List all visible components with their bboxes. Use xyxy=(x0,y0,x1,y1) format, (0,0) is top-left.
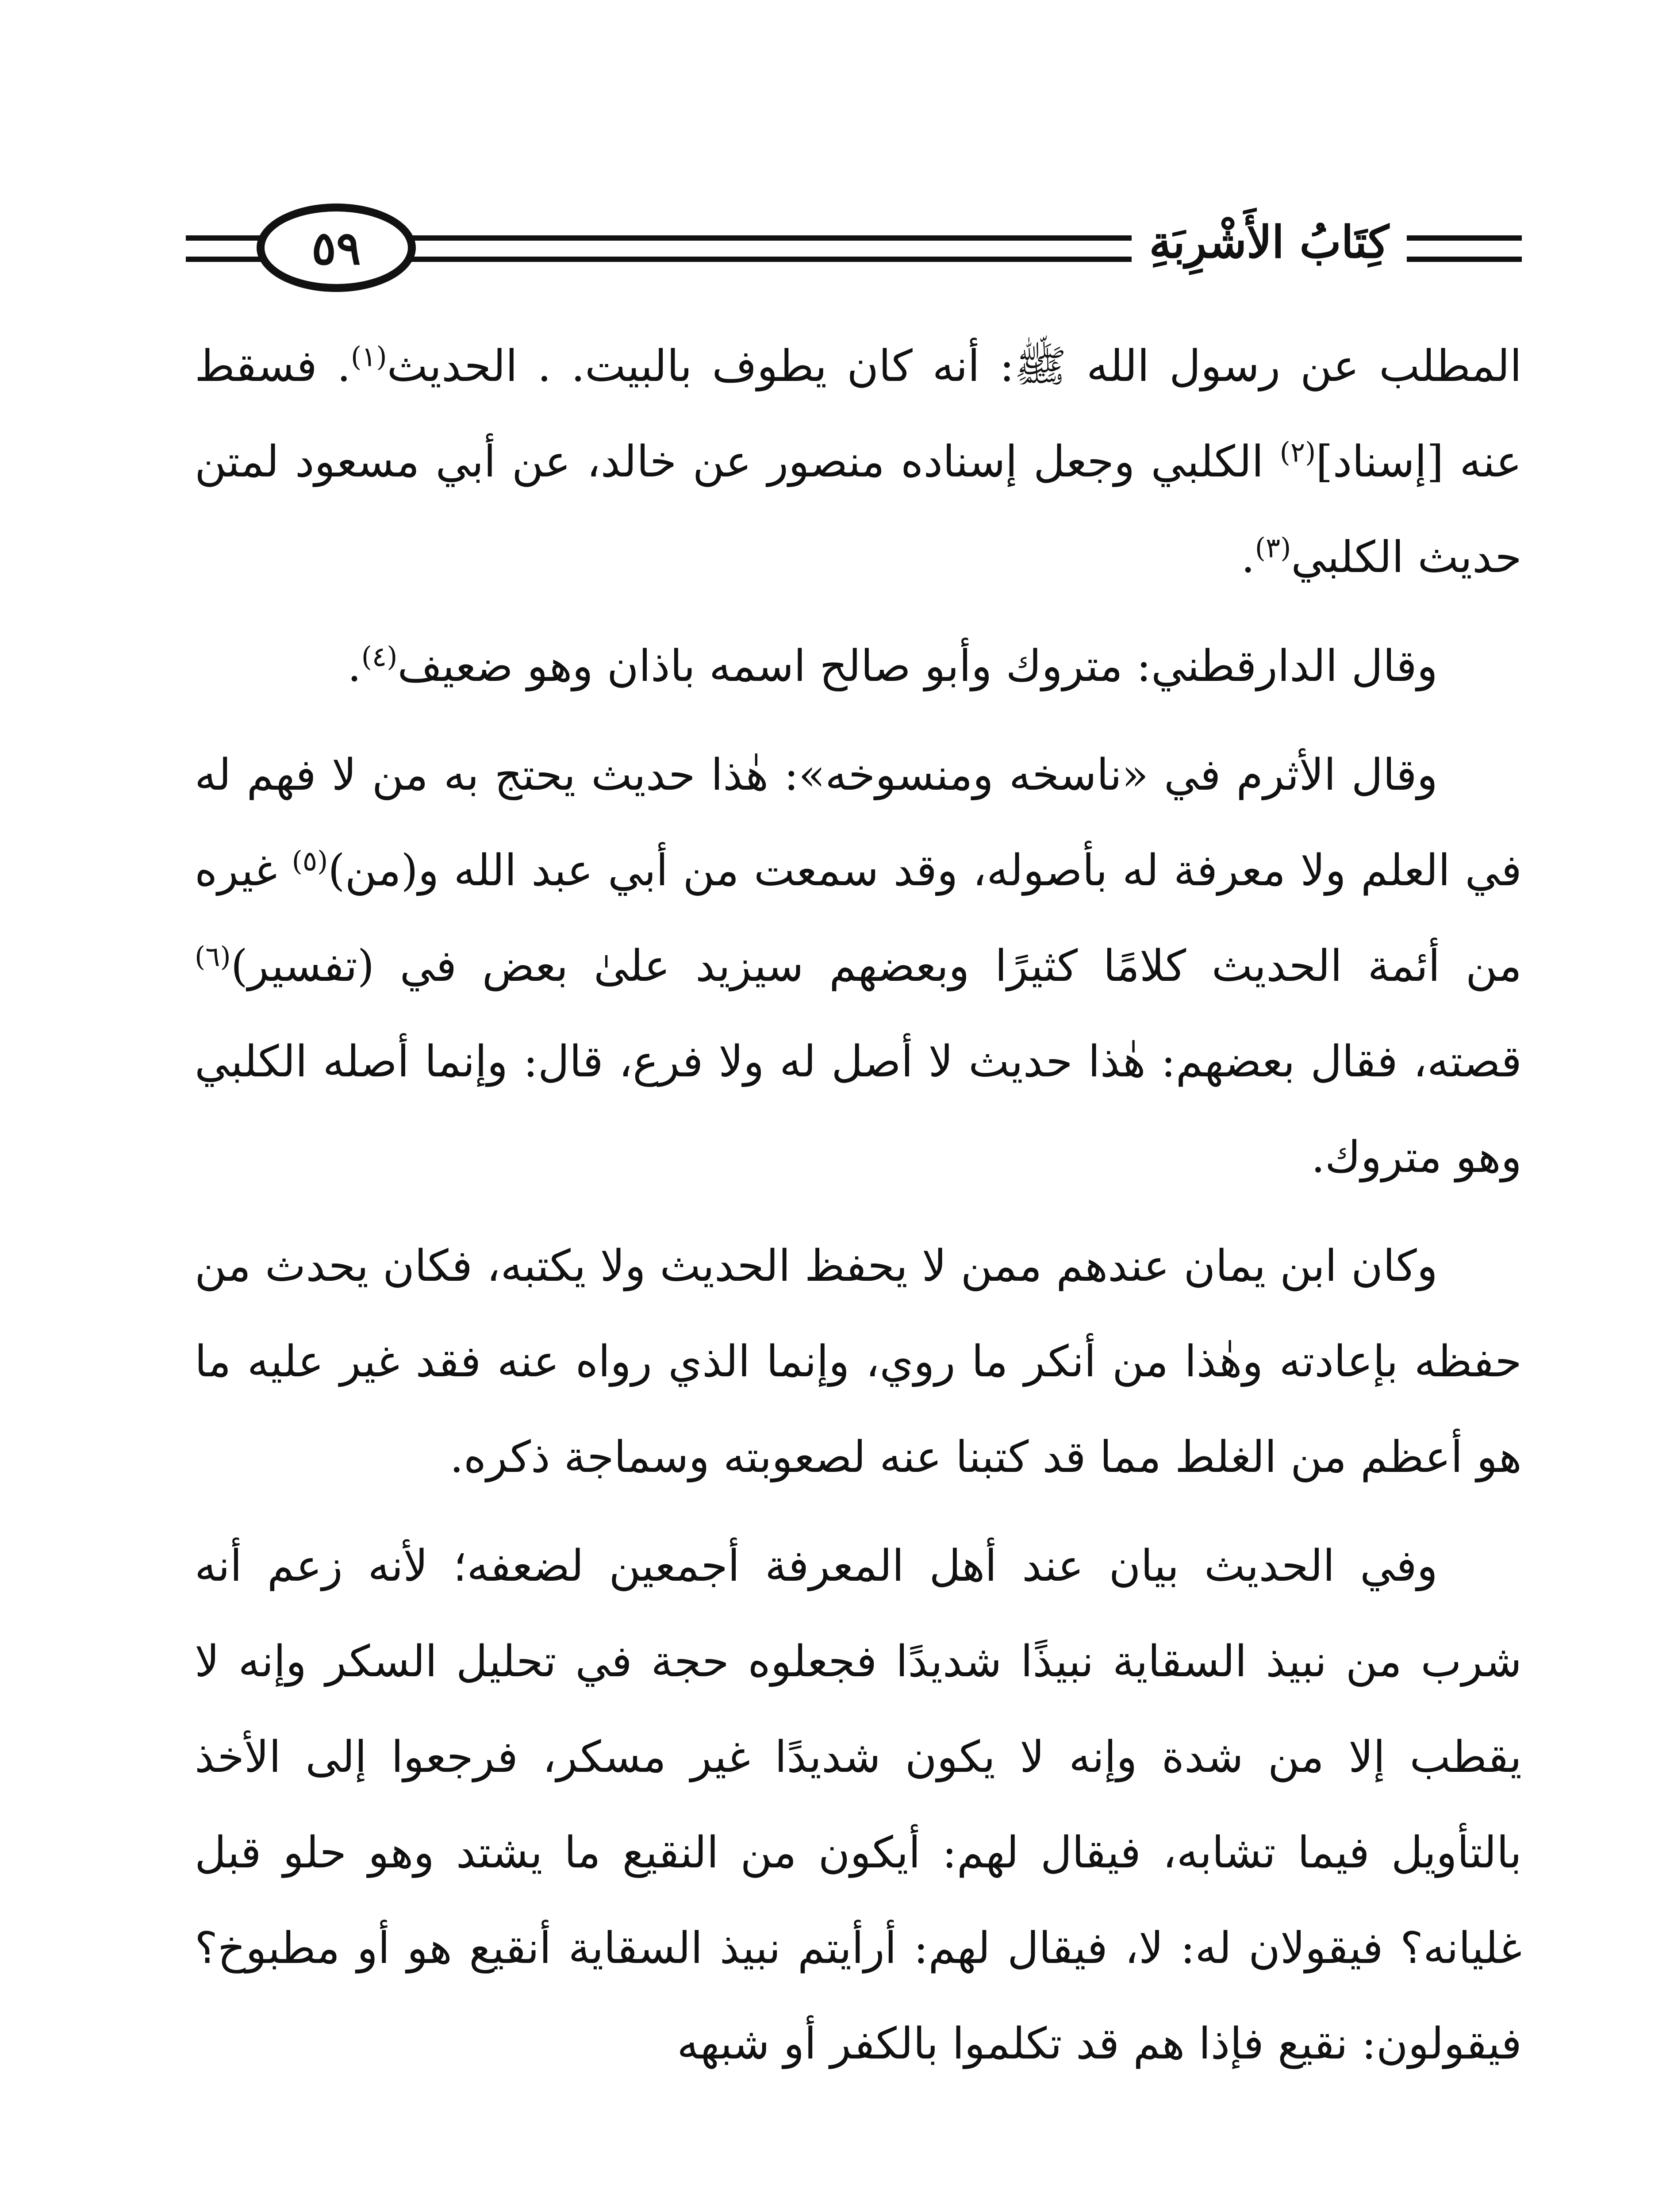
paragraph-text: الكلبي وجعل إسناده منصور عن خالد، عن أبي مسعود لمتن حديث الكلبي xyxy=(195,437,1522,583)
running-header xyxy=(186,195,1522,310)
running-title: كِتَابُ الأَشْرِبَةِ xyxy=(1132,216,1407,268)
footnote-ref-5[interactable]: (٥) xyxy=(292,845,328,877)
paragraph-4 xyxy=(195,1218,1522,1505)
paragraph-5 xyxy=(195,1518,1522,2092)
paragraph-text: . xyxy=(1241,532,1255,583)
paragraph-text: وكان ابن يمان عندهم ممن لا يحفظ الحديث ولا يكتبه، فكان يحدث من حفظه بإعادته وهٰذا من أنكر ما روي، وإنما الذي رواه عنه فقد غير عليه ما هو أعظم من الغلط مما قد كتبنا عنه لصعوبته وسماجة ذكره. xyxy=(195,1241,1522,1482)
footnote-ref-2[interactable]: (٢) xyxy=(1279,436,1316,469)
paragraph-text: وفي الحديث بيان عند أهل المعرفة أجمعين لضعفه؛ لأنه زعم أنه شرب من نبيذ السقاية نبيذًا شديدًا فجعلوه حجة في تحليل السكر وإنه لا يقطب إلا من شدة وإنه لا يكون شديدًا غير مسكر، فرجعوا إلى الأخذ بالتأويل فيما تشابه، فيقال لهم: أيكون من النقيع ما يشتد وهو حلو قبل غليانه؟ فيقولان له: لا، فيقال لهم: أرأيتم نبيذ السقاية أنقيع هو أو مطبوخ؟ فيقولون: نقيع فإذا هم قد تكلموا بالكفر أو شبهه xyxy=(195,1541,1522,2069)
footnote-ref-3[interactable]: (٣) xyxy=(1255,531,1291,564)
footnote-ref-6[interactable]: (٦) xyxy=(195,940,231,973)
footnote-ref-1[interactable]: (١) xyxy=(350,340,387,373)
paragraph-text: المطلب عن رسول الله ﷺ: أنه كان يطوف بالبيت. . الحديث xyxy=(387,341,1522,392)
paragraph-2 xyxy=(195,618,1522,714)
footnote-ref-4[interactable]: (٤) xyxy=(361,640,398,673)
page-number: ٥٩ xyxy=(257,204,416,292)
paragraph-text: وقال الدارقطني: متروك وأبو صالح اسمه باذان وهو ضعيف xyxy=(397,641,1438,691)
paragraph-text: قصته، فقال بعضهم: هٰذا حديث لا أصل له ولا فرع، قال: وإنما أصله الكلبي وهو متروك. xyxy=(195,1037,1522,1183)
paragraph-text: . xyxy=(347,641,361,691)
body-text xyxy=(195,319,1522,2105)
paragraph-text: . فسقط عنه [إسناد] xyxy=(195,341,1522,487)
paragraph-1 xyxy=(195,319,1522,605)
paragraph-3 xyxy=(195,727,1522,1205)
paragraph-text: غيره من أئمة الحديث كلامًا كثيرًا وبعضهم سيزيد علىٰ بعض في (تفسير) xyxy=(195,845,1522,991)
paragraph-text: وقال الأثرم في «ناسخه ومنسوخه»: هٰذا حديث يحتج به من لا فهم له في العلم ولا معرفة له بأصوله، وقد سمعت من أبي عبد الله و(من) xyxy=(195,750,1522,896)
